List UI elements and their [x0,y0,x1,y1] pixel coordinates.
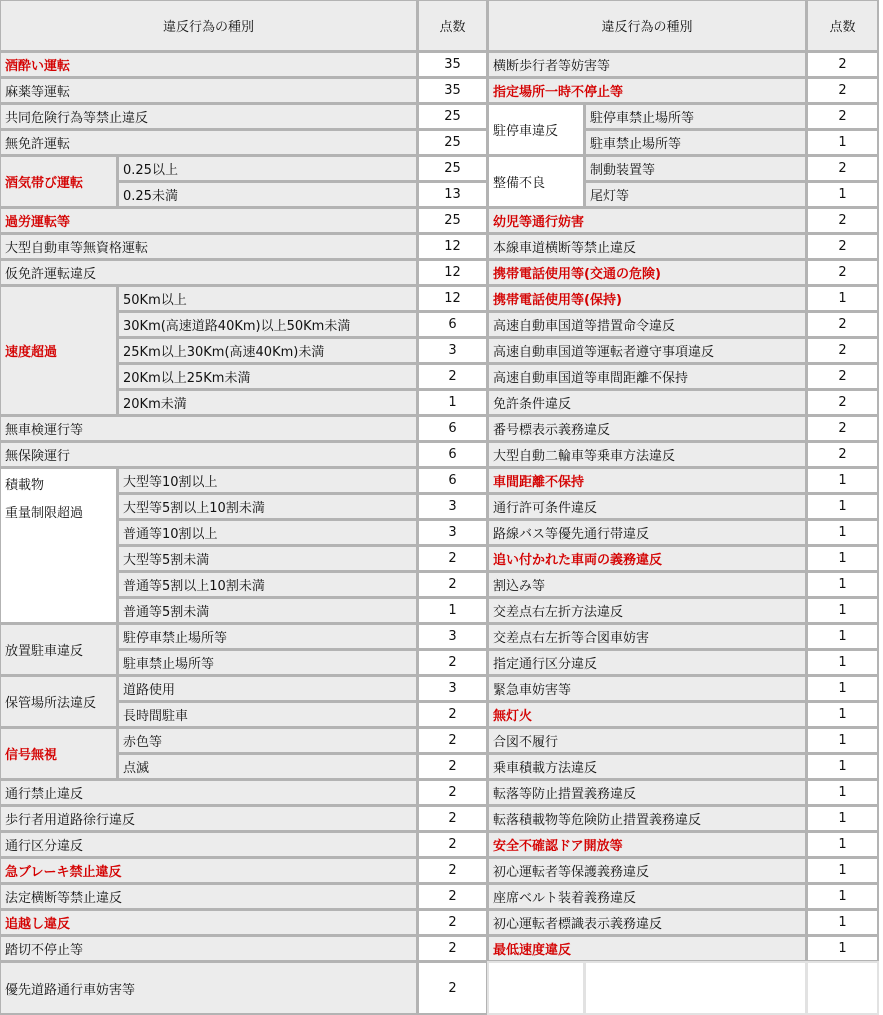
violation-label: 追い付かれた車両の義務違反 [487,545,807,572]
points-cell: 6 [417,467,488,494]
points-cell: 2 [806,441,879,468]
points-cell: 2 [417,883,488,910]
violation-label: 法定横断等禁止違反 [0,883,418,910]
points-cell: 6 [417,441,488,468]
points-cell: 2 [806,77,879,104]
points-cell: 2 [417,649,488,676]
empty-cell [584,961,807,1015]
violation-label: 最低速度違反 [487,935,807,962]
right-type-header: 違反行為の種別 [487,0,807,52]
points-cell: 2 [417,857,488,884]
points-cell: 3 [417,493,488,520]
violation-label: 共同危険行為等禁止違反 [0,103,418,130]
points-cell: 1 [806,831,879,858]
violation-group-label: 保管場所法違反 [0,675,118,728]
violation-label: 初心運転者標識表示義務違反 [487,909,807,936]
violation-group-label: 駐停車違反 [487,103,585,156]
points-cell: 2 [417,831,488,858]
violation-label: 無灯火 [487,701,807,728]
violation-label: 携帯電話使用等(交通の危険) [487,259,807,286]
points-cell: 1 [806,857,879,884]
violation-label: 通行区分違反 [0,831,418,858]
points-cell: 1 [806,701,879,728]
violation-label: 歩行者用道路徐行違反 [0,805,418,832]
violation-label: 急ブレーキ禁止違反 [0,857,418,884]
points-cell: 3 [417,337,488,364]
points-cell: 1 [806,129,879,156]
violation-label: 大型自動車等無資格運転 [0,233,418,260]
violation-sub-label: 0.25以上 [117,155,418,182]
points-cell: 1 [417,389,488,416]
violation-sub-label: 0.25未満 [117,181,418,208]
violation-sub-label: 制動装置等 [584,155,807,182]
violation-sub-label: 25Km以上30Km(高速40Km)未満 [117,337,418,364]
violation-sub-label: 点滅 [117,753,418,780]
points-cell: 2 [806,311,879,338]
violation-sub-label: 20Km以上25Km未満 [117,363,418,390]
points-cell: 6 [417,415,488,442]
points-cell: 2 [806,51,879,78]
violation-label: 乗車積載方法違反 [487,753,807,780]
right-points-header: 点数 [806,0,879,52]
violation-group-label: 放置駐車違反 [0,623,118,676]
violation-group-label: 酒気帯び運転 [0,155,118,208]
violation-label: 酒酔い運転 [0,51,418,78]
points-cell: 1 [806,883,879,910]
violation-label: 優先道路通行車妨害等 [0,961,418,1015]
points-cell: 1 [806,597,879,624]
points-cell: 1 [806,571,879,598]
points-cell: 2 [417,753,488,780]
violation-label: 割込み等 [487,571,807,598]
violation-label: 無免許運転 [0,129,418,156]
left-type-header: 違反行為の種別 [0,0,418,52]
points-cell: 2 [806,103,879,130]
violation-label: 過労運転等 [0,207,418,234]
violation-sub-label: 長時間駐車 [117,701,418,728]
violation-label: 車間距離不保持 [487,467,807,494]
violation-sub-label: 大型等5割未満 [117,545,418,572]
points-cell: 6 [417,311,488,338]
violation-label: 高速自動車国道等車間距離不保持 [487,363,807,390]
violation-label: 横断歩行者等妨害等 [487,51,807,78]
points-cell: 35 [417,51,488,78]
left-points-header: 点数 [417,0,488,52]
violation-sub-label: 駐停車禁止場所等 [584,103,807,130]
violation-label: 交差点右左折方法違反 [487,597,807,624]
violation-label: 緊急車妨害等 [487,675,807,702]
violation-sub-label: 普通等5割以上10割未満 [117,571,418,598]
points-cell: 13 [417,181,488,208]
points-cell: 1 [806,675,879,702]
points-cell: 25 [417,155,488,182]
empty-cell [806,961,879,1015]
violation-label: 転落積載物等危険防止措置義務違反 [487,805,807,832]
violation-label: 指定場所一時不停止等 [487,77,807,104]
points-cell: 35 [417,77,488,104]
violation-label: 交差点右左折等合図車妨害 [487,623,807,650]
violation-group-label: 整備不良 [487,155,585,208]
points-cell: 1 [806,805,879,832]
violation-sub-label: 尾灯等 [584,181,807,208]
violation-group-label: 速度超過 [0,285,118,416]
points-cell: 1 [806,493,879,520]
points-cell: 2 [806,337,879,364]
points-cell: 1 [806,181,879,208]
violation-label: 大型自動二輪車等乗車方法違反 [487,441,807,468]
violation-label: 座席ベルト装着義務違反 [487,883,807,910]
overload-group [0,467,118,624]
violation-label: 通行禁止違反 [0,779,418,806]
violation-label: 麻薬等運転 [0,77,418,104]
points-cell: 1 [806,935,879,962]
violation-sub-label: 大型等10割以上 [117,467,418,494]
points-cell: 25 [417,129,488,156]
points-cell: 1 [806,649,879,676]
points-cell: 12 [417,285,488,312]
points-cell: 25 [417,103,488,130]
violation-sub-label: 普通等5割未満 [117,597,418,624]
violation-label: 追越し違反 [0,909,418,936]
violation-label: 本線車道横断等禁止違反 [487,233,807,260]
points-cell: 2 [417,961,488,1015]
violation-group-label: 重量制限超過 [5,506,84,521]
points-cell: 2 [417,701,488,728]
violation-label: 無車検運行等 [0,415,418,442]
points-cell: 2 [806,415,879,442]
violation-label: 無保険運行 [0,441,418,468]
violation-label: 高速自動車国道等運転者遵守事項違反 [487,337,807,364]
points-cell: 2 [417,363,488,390]
violation-label: 幼児等通行妨害 [487,207,807,234]
violation-label: 指定通行区分違反 [487,649,807,676]
points-cell: 1 [806,519,879,546]
points-cell: 3 [417,623,488,650]
violation-sub-label: 30Km(高速道路40Km)以上50Km未満 [117,311,418,338]
points-cell: 1 [806,623,879,650]
points-cell: 2 [417,909,488,936]
violation-sub-label: 道路使用 [117,675,418,702]
violation-label: 安全不確認ドア開放等 [487,831,807,858]
violation-label: 通行許可条件違反 [487,493,807,520]
violation-group-label: 積載物 [5,478,45,493]
points-cell: 2 [806,389,879,416]
violation-label: 合図不履行 [487,727,807,754]
points-cell: 1 [417,597,488,624]
points-cell: 1 [806,753,879,780]
violation-sub-label: 駐停車禁止場所等 [117,623,418,650]
points-cell: 1 [806,727,879,754]
points-cell: 2 [806,233,879,260]
points-cell: 3 [417,675,488,702]
violation-sub-label: 20Km未満 [117,389,418,416]
points-cell: 2 [806,155,879,182]
points-cell: 2 [417,805,488,832]
violation-sub-label: 普通等10割以上 [117,519,418,546]
violation-label: 初心運転者等保護義務違反 [487,857,807,884]
violation-label: 高速自動車国道等措置命令違反 [487,311,807,338]
points-cell: 1 [806,909,879,936]
points-cell: 1 [806,779,879,806]
violation-label: 仮免許運転違反 [0,259,418,286]
violation-sub-label: 赤色等 [117,727,418,754]
points-cell: 12 [417,233,488,260]
points-cell: 2 [806,259,879,286]
violation-sub-label: 50Km以上 [117,285,418,312]
violation-label: 携帯電話使用等(保持) [487,285,807,312]
points-cell: 2 [417,935,488,962]
violation-label: 路線バス等優先通行帯違反 [487,519,807,546]
violation-group-label: 信号無視 [0,727,118,780]
points-cell: 2 [806,207,879,234]
violation-sub-label: 駐車禁止場所等 [584,129,807,156]
violation-label: 番号標表示義務違反 [487,415,807,442]
points-cell: 12 [417,259,488,286]
points-cell: 3 [417,519,488,546]
points-cell: 2 [417,545,488,572]
violation-label: 転落等防止措置義務違反 [487,779,807,806]
empty-cell [487,961,585,1015]
points-cell: 2 [417,779,488,806]
points-cell: 2 [806,363,879,390]
points-cell: 2 [417,727,488,754]
points-cell: 1 [806,285,879,312]
violation-sub-label: 駐車禁止場所等 [117,649,418,676]
violation-label: 踏切不停止等 [0,935,418,962]
points-cell: 1 [806,467,879,494]
violation-label: 免許条件違反 [487,389,807,416]
points-cell: 1 [806,545,879,572]
violation-sub-label: 大型等5割以上10割未満 [117,493,418,520]
points-cell: 25 [417,207,488,234]
points-cell: 2 [417,571,488,598]
